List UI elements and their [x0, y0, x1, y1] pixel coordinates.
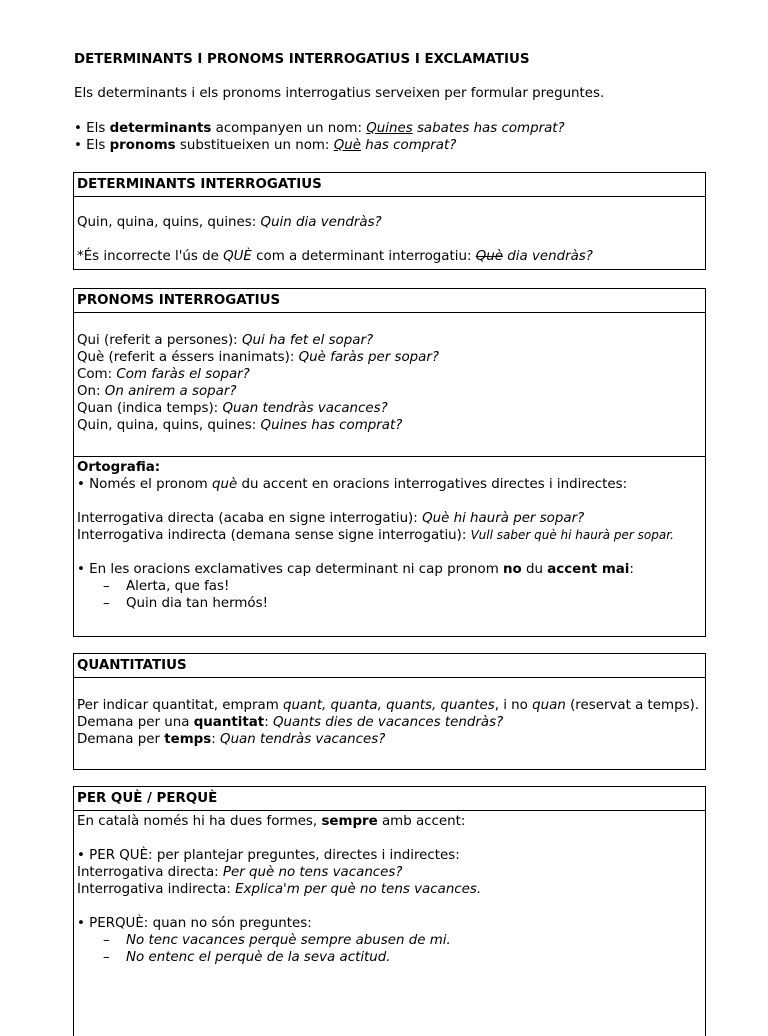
intro-text: Els determinants i els pronoms interrogatius serveixen per formular preguntes. — [74, 86, 605, 101]
perque-intro: En català només hi ha dues formes, sempre amb accent: — [77, 814, 466, 829]
intro-bullets — [74, 120, 565, 154]
det-line-forms: Quin, quina, quins, quines: Quin dia vendràs? — [77, 215, 382, 230]
box-determinants — [73, 172, 706, 270]
quant-line-forms: Per indicar quantitat, empram quant, quanta, quants, quantes, i no quan (reservat a temps). — [77, 698, 700, 713]
pronoms-list — [74, 313, 705, 457]
pronom-row: Qui (referit a persones): Qui ha fet el sopar? — [77, 333, 374, 348]
box-pronoms — [73, 288, 706, 637]
exclamative-example: – Quin dia tan hermós! — [103, 596, 268, 611]
exclamative-example: – Alerta, que fas! — [103, 579, 230, 594]
box-determinants-header: DETERMINANTS INTERROGATIUS — [74, 173, 705, 197]
pronom-row: On: On anirem a sopar? — [77, 384, 237, 399]
pronom-row: Com: Com faràs el sopar? — [77, 367, 250, 382]
perque-rule: • PERQUÈ: quan no són preguntes: — [77, 916, 312, 931]
box-perque — [73, 786, 706, 1036]
perque-example: – No tenc vacances perquè sempre abusen de mi. — [103, 933, 451, 948]
pronom-row: Quan (indica temps): Quan tendràs vacances? — [77, 401, 388, 416]
quant-line-quantitat: Demana per una quantitat: Quants dies de vacances tendràs? — [77, 715, 504, 730]
interrogativa-directa: Interrogativa directa (acaba en signe interrogatiu): Què hi haurà per sopar? — [77, 511, 585, 526]
per-que-indirecta: Interrogativa indirecta: Explica'm per què no tens vacances. — [77, 882, 482, 897]
ortografia-rule: • Només el pronom què du accent en oracions interrogatives directes i indirectes: — [77, 477, 628, 492]
bullet-determinants: • Els determinants acompanyen un nom: Quines sabates has comprat? — [74, 121, 565, 136]
box-perque-header: PER QUÈ / PERQUÈ — [74, 787, 705, 811]
bullet-pronoms: • Els pronoms substitueixen un nom: Què has comprat? — [74, 138, 457, 153]
pronom-row: Què (referit a éssers inanimats): Què faràs per sopar? — [77, 350, 439, 365]
box-quantitatius-header: QUANTITATIUS — [74, 654, 705, 678]
interrogativa-indirecta: Interrogativa indirecta (demana sense signe interrogatiu): Vull saber què hi haurà per sopar. — [77, 528, 674, 543]
page-title: DETERMINANTS I PRONOMS INTERROGATIUS I EXCLAMATIUS — [74, 52, 530, 67]
quant-line-temps: Demana per temps: Quan tendràs vacances? — [77, 732, 386, 747]
box-pronoms-header: PRONOMS INTERROGATIUS — [74, 289, 705, 313]
per-que-directa: Interrogativa directa: Per què no tens vacances? — [77, 865, 403, 880]
ortografia-section — [74, 457, 705, 612]
det-line-incorrect: *És incorrecte l'ús de QUÈ com a determinant interrogatiu: Què dia vendràs? — [77, 249, 593, 264]
pronom-row: Quin, quina, quins, quines: Quines has comprat? — [77, 418, 403, 433]
exclamatives-rule: • En les oracions exclamatives cap determinant ni cap pronom no du accent mai: — [77, 562, 634, 577]
ortografia-title: Ortografia: — [77, 460, 161, 475]
perque-example: – No entenc el perquè de la seva actitud. — [103, 950, 391, 965]
per-que-rule: • PER QUÈ: per plantejar preguntes, directes i indirectes: — [77, 848, 460, 863]
box-quantitatius — [73, 653, 706, 770]
